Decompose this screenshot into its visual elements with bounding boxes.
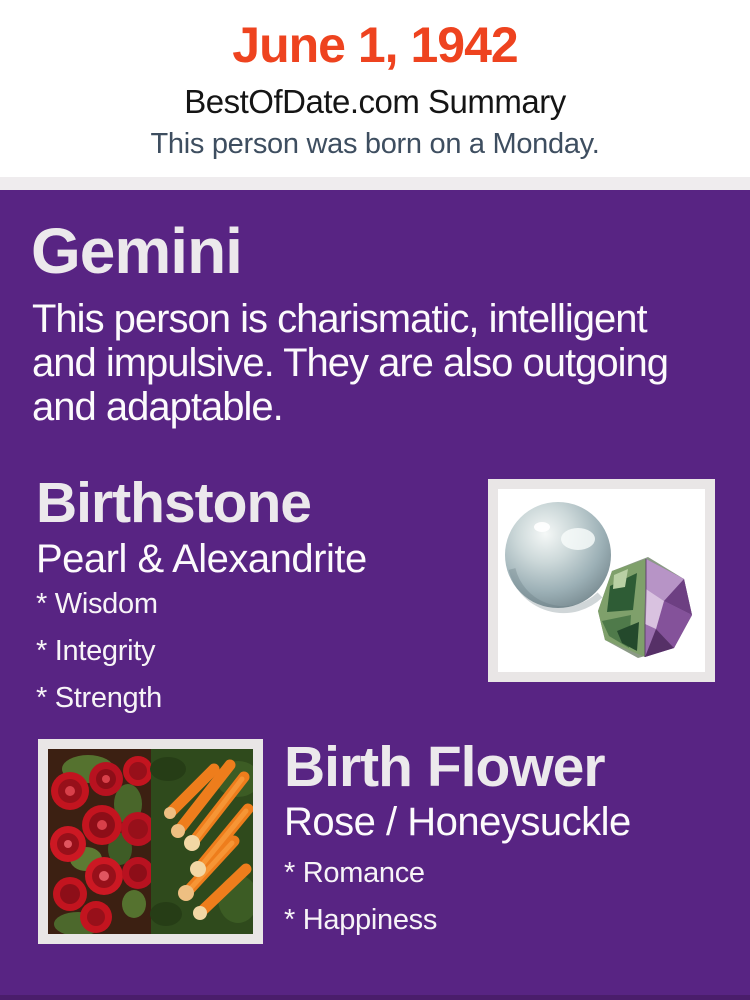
birthstone-trait: * Strength [36,682,162,714]
born-day-line: This person was born on a Monday. [150,128,600,160]
birthstone-trait-list [36,588,162,729]
birth-flower-photo [38,739,263,944]
birth-flower-trait-list [284,857,437,951]
honeysuckle-photo-icon [150,749,253,934]
birth-flower-heading: Birth Flower [284,735,605,799]
rose-and-honeysuckle-icon [48,749,253,934]
birthstone-trait: * Wisdom [36,588,158,620]
birth-flower-trait: * Happiness [284,904,438,936]
header-divider [0,177,750,190]
rose-photo-icon [48,749,155,934]
birthstone-heading: Birthstone [36,471,311,535]
site-summary-subtitle: BestOfDate.com Summary [184,83,566,120]
pearl-and-alexandrite-icon [498,489,705,672]
birth-flower-names: Rose / Honeysuckle [284,800,631,844]
zodiac-description: This person is charismatic, intelligent and impulsive. They are also outgoing and adaptable. [32,297,669,429]
birthstone-trait: * Integrity [36,635,156,667]
birth-flower-trait: * Romance [284,857,425,889]
page-title: June 1, 1942 [232,17,518,73]
birthstone-photo [488,479,715,682]
birthstone-names: Pearl & Alexandrite [36,537,367,581]
zodiac-sign-heading: Gemini [31,215,242,287]
